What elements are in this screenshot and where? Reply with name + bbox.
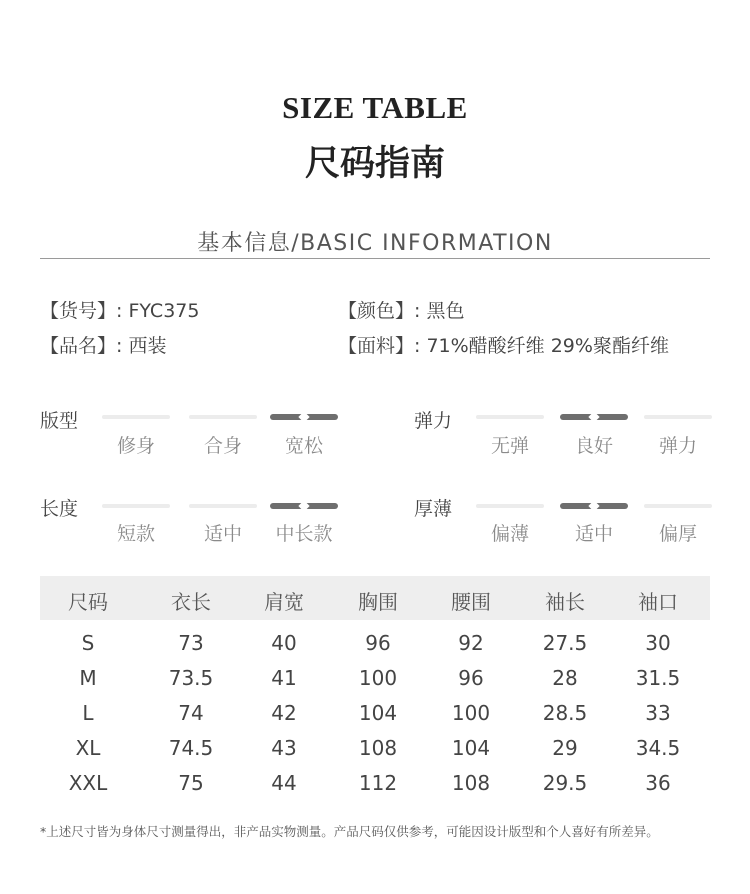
table-cell: 92 <box>458 631 484 655</box>
table-header-cell: 腰围 <box>451 590 491 614</box>
attr-option-fit-1: 合身 <box>203 435 242 457</box>
info-fabric: 【面料】: 71%醋酸纤维 29%聚酯纤维 <box>338 335 669 357</box>
table-cell: 73.5 <box>168 666 214 690</box>
section-title: 基本信息/BASIC INFORMATION <box>197 231 553 256</box>
table-header-cell: 肩宽 <box>264 590 304 614</box>
table-cell: 75 <box>178 771 204 795</box>
table-row-size: S <box>81 631 95 655</box>
attr-label-thickness: 厚薄 <box>414 498 453 520</box>
slider-knob <box>298 500 309 511</box>
table-cell: 28 <box>552 666 578 690</box>
title-en: SIZE TABLE <box>282 90 468 125</box>
table-cell: 108 <box>358 736 398 760</box>
table-header-cell: 袖长 <box>545 590 585 614</box>
table-cell: 28.5 <box>542 701 588 725</box>
table-cell: 100 <box>358 666 398 690</box>
info-name: 【品名】: 西装 <box>40 335 167 357</box>
table-header-cell: 尺码 <box>68 590 108 614</box>
table-cell: 42 <box>271 701 297 725</box>
attr-track-fit-1 <box>189 415 257 419</box>
table-cell: 41 <box>271 666 297 690</box>
attr-option-elasticity-2: 弹力 <box>658 435 697 457</box>
table-header-cell: 胸围 <box>358 590 398 614</box>
attr-track-elasticity-2 <box>644 415 712 419</box>
table-cell: 112 <box>358 771 398 795</box>
table-cell: 29 <box>552 736 578 760</box>
info-color: 【颜色】: 黑色 <box>338 300 465 322</box>
attr-track-length-2 <box>270 503 338 509</box>
title-cn: 尺码指南 <box>304 143 445 184</box>
attr-option-length-1: 适中 <box>203 523 242 545</box>
attr-option-length-2: 中长款 <box>275 523 333 545</box>
table-cell: 30 <box>645 631 671 655</box>
attr-label-fit: 版型 <box>40 410 79 432</box>
table-cell: 74.5 <box>168 736 214 760</box>
attr-option-thickness-0: 偏薄 <box>490 523 529 545</box>
table-row-size: M <box>79 666 97 690</box>
attr-option-fit-2: 宽松 <box>284 435 323 457</box>
attr-track-thickness-0 <box>476 504 544 508</box>
table-row-size: XXL <box>68 771 108 795</box>
section-divider <box>40 258 710 259</box>
table-cell: 100 <box>451 701 491 725</box>
attr-track-elasticity-1 <box>560 414 628 420</box>
attr-option-thickness-2: 偏厚 <box>658 523 697 545</box>
attr-label-length: 长度 <box>40 498 79 520</box>
table-header-cell: 衣长 <box>171 590 211 614</box>
table-cell: 73 <box>178 631 204 655</box>
table-row-size: L <box>82 701 94 725</box>
table-row-size: XL <box>75 736 101 760</box>
table-cell: 96 <box>365 631 391 655</box>
slider-knob <box>588 500 599 511</box>
table-cell: 44 <box>271 771 297 795</box>
table-cell: 96 <box>458 666 484 690</box>
attr-track-fit-0 <box>102 415 170 419</box>
table-cell: 43 <box>271 736 297 760</box>
attr-track-fit-2 <box>270 414 338 420</box>
attr-track-thickness-2 <box>644 504 712 508</box>
attr-track-elasticity-0 <box>476 415 544 419</box>
attr-option-elasticity-0: 无弹 <box>490 435 529 457</box>
attr-option-length-0: 短款 <box>116 523 155 545</box>
table-cell: 33 <box>645 701 671 725</box>
footnote: *上述尺寸皆为身体尺寸测量得出，非产品实物测量。产品尺码仅供参考，可能因设计版型和个人喜好有所差异。 <box>40 824 659 839</box>
table-cell: 40 <box>271 631 297 655</box>
table-cell: 27.5 <box>542 631 588 655</box>
table-header-cell: 袖口 <box>638 590 678 614</box>
table-cell: 36 <box>645 771 671 795</box>
table-cell: 108 <box>451 771 491 795</box>
attr-option-thickness-1: 适中 <box>574 523 613 545</box>
table-cell: 74 <box>178 701 204 725</box>
attr-track-length-1 <box>189 504 257 508</box>
table-cell: 34.5 <box>635 736 681 760</box>
attr-track-thickness-1 <box>560 503 628 509</box>
attr-track-length-0 <box>102 504 170 508</box>
attr-option-elasticity-1: 良好 <box>574 435 613 457</box>
table-cell: 29.5 <box>542 771 588 795</box>
table-cell: 104 <box>358 701 398 725</box>
table-cell: 104 <box>451 736 491 760</box>
slider-knob <box>298 411 309 422</box>
slider-knob <box>588 411 599 422</box>
table-cell: 31.5 <box>635 666 681 690</box>
attr-label-elasticity: 弹力 <box>414 410 453 432</box>
info-item-no: 【货号】: FYC375 <box>40 300 200 322</box>
attr-option-fit-0: 修身 <box>116 435 155 457</box>
